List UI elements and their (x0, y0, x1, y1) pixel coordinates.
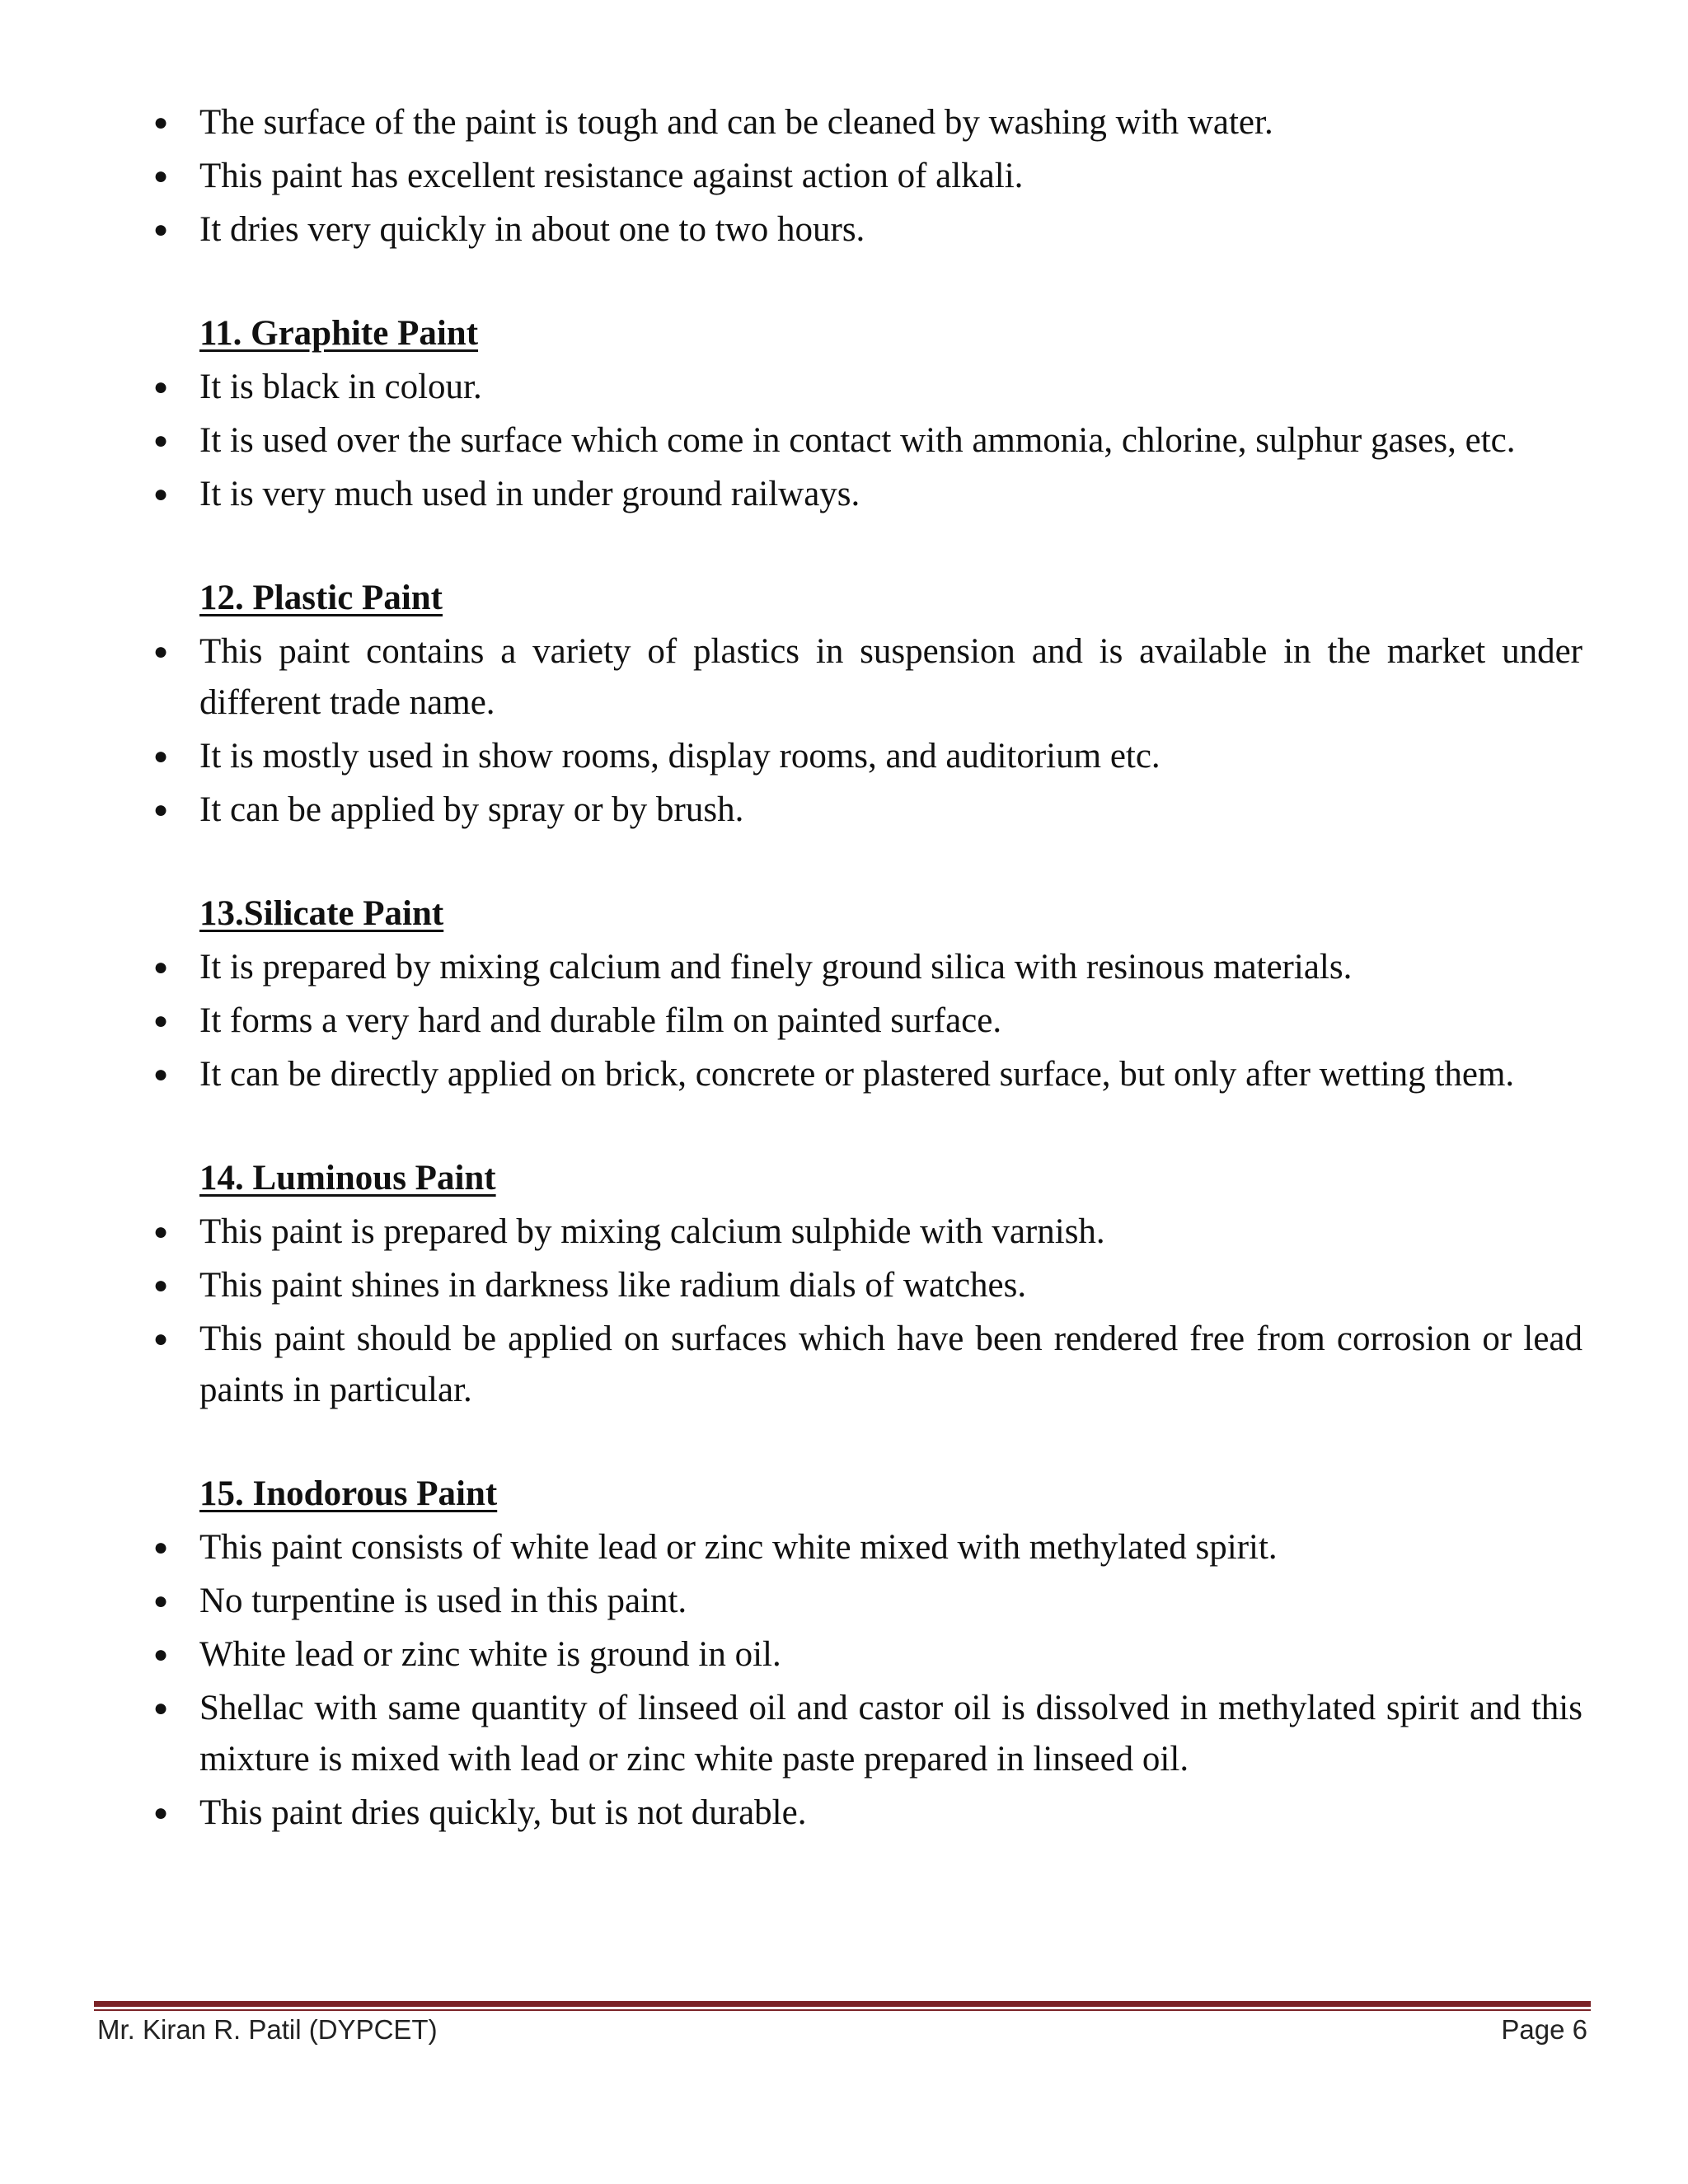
bullet-item (148, 362, 1582, 413)
footer-divider-thick (94, 2001, 1591, 2007)
bullet-icon: ● (153, 480, 169, 508)
bullet-icon: ● (153, 1218, 169, 1245)
bullet-text: This paint dries quickly, but is not durable. (199, 1793, 807, 1832)
bullet-text: It dries very quickly in about one to two hours. (199, 210, 865, 249)
bullet-item (148, 626, 1582, 729)
section-heading-graphite: 11. Graphite Paint (199, 314, 479, 353)
page-content (148, 97, 1582, 1841)
bullet-text: The surface of the paint is tough and can be cleaned by washing with water. (199, 103, 1273, 142)
bullet-item (148, 1049, 1582, 1100)
bullet-item (148, 151, 1582, 202)
bullet-item (148, 1683, 1582, 1785)
section-heading-luminous: 14. Luminous Paint (199, 1159, 496, 1197)
bullet-text: It can be directly applied on brick, concrete or plastered surface, but only after wetting them. (199, 1055, 1515, 1094)
luminous-bullet-list (148, 1207, 1582, 1416)
bullet-item (148, 1260, 1582, 1311)
bullet-text: It is prepared by mixing calcium and finely ground silica with resinous materials. (199, 948, 1353, 987)
bullet-icon: ● (153, 1694, 169, 1722)
bullet-item (148, 1629, 1582, 1680)
bullet-icon: ● (153, 427, 169, 454)
bullet-item (148, 731, 1582, 782)
intro-bullet-list (148, 97, 1582, 255)
bullet-text: It is black in colour. (199, 368, 482, 406)
bullet-text: This paint shines in darkness like radium dials of watches. (199, 1266, 1027, 1305)
inodorous-bullet-list (148, 1522, 1582, 1839)
section-heading-plastic: 12. Plastic Paint (199, 579, 443, 617)
bullet-text: No turpentine is used in this paint. (199, 1582, 687, 1620)
bullet-icon: ● (153, 373, 169, 401)
bullet-item (148, 1522, 1582, 1573)
bullet-icon: ● (153, 1061, 169, 1088)
plastic-bullet-list (148, 626, 1582, 836)
bullet-text: This paint is prepared by mixing calcium sulphide with varnish. (199, 1212, 1105, 1251)
bullet-icon: ● (153, 954, 169, 981)
bullet-icon: ● (153, 743, 169, 770)
bullet-text: This paint has excellent resistance against action of alkali. (199, 157, 1024, 195)
bullet-text: It is mostly used in show rooms, display rooms, and auditorium etc. (199, 737, 1160, 776)
footer-author: Mr. Kiran R. Patil (DYPCET) (97, 2014, 438, 2045)
bullet-item (148, 1314, 1582, 1416)
bullet-icon: ● (153, 216, 169, 243)
bullet-text: It can be applied by spray or by brush. (199, 790, 744, 829)
bullet-item (148, 942, 1582, 993)
bullet-icon: ● (153, 796, 169, 823)
bullet-text: This paint consists of white lead or zinc white mixed with methylated spirit. (199, 1528, 1278, 1567)
silicate-bullet-list (148, 942, 1582, 1100)
bullet-item (148, 785, 1582, 836)
footer-page-number: Page 6 (1501, 2014, 1587, 2045)
bullet-icon: ● (153, 109, 169, 136)
bullet-icon: ● (153, 1534, 169, 1561)
graphite-bullet-list (148, 362, 1582, 520)
bullet-icon: ● (153, 1007, 169, 1034)
bullet-item (148, 204, 1582, 255)
bullet-text: It forms a very hard and durable film on painted surface. (199, 1001, 1002, 1040)
bullet-text: It is used over the surface which come in contact with ammonia, chlorine, sulphur gases, etc. (199, 421, 1516, 460)
bullet-text: Shellac with same quantity of linseed oil and castor oil is dissolved in methylated spirit and this mixture is mixed with lead or zinc white paste prepared in linseed oil. (199, 1689, 1582, 1779)
bullet-icon: ● (153, 1641, 169, 1668)
bullet-text: This paint contains a variety of plastics in suspension and is available in the market under different trade name. (199, 632, 1582, 722)
bullet-text: This paint should be applied on surfaces which have been rendered free from corrosion or lead paints in particular. (199, 1319, 1582, 1409)
bullet-item (148, 996, 1582, 1047)
section-heading-inodorous: 15. Inodorous Paint (199, 1474, 498, 1513)
bullet-item (148, 1576, 1582, 1627)
bullet-text: It is very much used in under ground railways. (199, 475, 860, 513)
page-footer (97, 2009, 1587, 2050)
bullet-icon: ● (153, 162, 169, 190)
bullet-icon: ● (153, 1325, 169, 1352)
section-heading-silicate: 13.Silicate Paint (199, 894, 444, 933)
bullet-icon: ● (153, 1799, 169, 1826)
bullet-item (148, 469, 1582, 520)
bullet-item (148, 1207, 1582, 1258)
bullet-icon: ● (153, 1587, 169, 1615)
bullet-item (148, 97, 1582, 148)
bullet-icon: ● (153, 1272, 169, 1299)
bullet-icon: ● (153, 638, 169, 665)
bullet-text: White lead or zinc white is ground in oil. (199, 1635, 781, 1674)
bullet-item (148, 1788, 1582, 1839)
bullet-item (148, 415, 1582, 466)
